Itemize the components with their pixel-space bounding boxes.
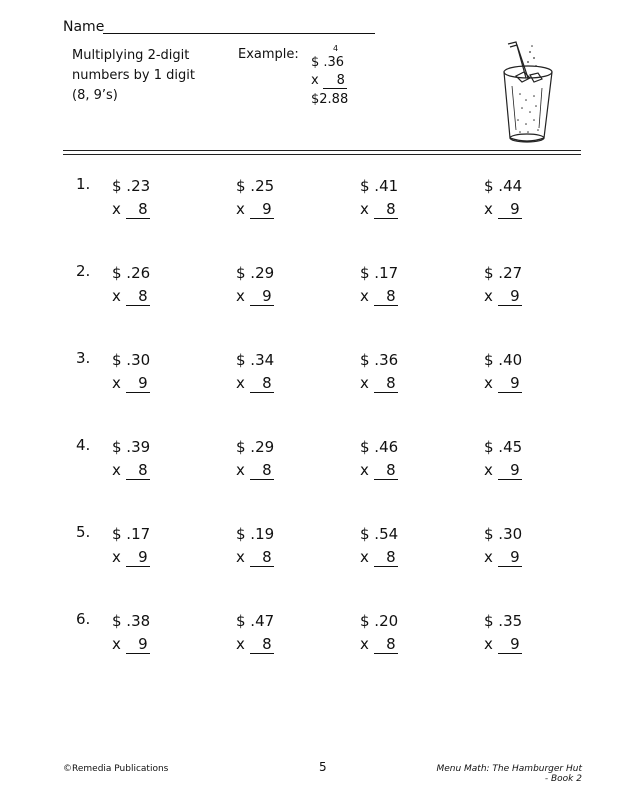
multiply-line — [236, 633, 274, 656]
multiplication-problem — [112, 523, 150, 569]
money-amount: $ .46 — [360, 438, 399, 456]
money-amount: $ .29 — [236, 264, 275, 282]
money-amount: $ .54 — [360, 525, 399, 543]
multiply-line — [112, 198, 150, 221]
multiplier: 9 — [250, 287, 274, 306]
money-amount: $ .17 — [360, 264, 399, 282]
multiplication-problem — [112, 349, 150, 395]
money-amount: $ .35 — [484, 612, 523, 630]
problem-row — [0, 262, 618, 322]
money-amount: $ .47 — [236, 612, 275, 630]
times-sign: x — [360, 374, 369, 392]
times-sign: x — [236, 635, 245, 653]
money-amount: $ .26 — [112, 264, 151, 282]
divider-line — [63, 154, 581, 155]
multiplication-problem — [484, 175, 522, 221]
example-multiplier: 8 — [323, 73, 347, 89]
multiplication-problem — [360, 175, 398, 221]
multiply-line — [236, 459, 274, 482]
multiply-line — [360, 459, 398, 482]
times-sign: x — [360, 287, 369, 305]
multiplier: 8 — [126, 287, 150, 306]
multiply-line — [112, 633, 150, 656]
multiplier: 8 — [250, 635, 274, 654]
money-amount: $ .27 — [484, 264, 523, 282]
multiplication-problem — [484, 349, 522, 395]
multiply-line — [112, 285, 150, 308]
multiplier: 9 — [498, 287, 522, 306]
problem-row — [0, 349, 618, 409]
problem-row — [0, 436, 618, 496]
times-sign: x — [360, 635, 369, 653]
multiplier: 9 — [126, 548, 150, 567]
multiplier: 9 — [498, 200, 522, 219]
book-title: Menu Math: The Hamburger Hut - Book 2 — [436, 764, 582, 784]
times-sign: x — [236, 461, 245, 479]
times-sign: x — [484, 374, 493, 392]
problem-number: 2. — [76, 262, 91, 280]
multiplier: 8 — [250, 548, 274, 567]
problem-row — [0, 523, 618, 583]
problem-number: 4. — [76, 436, 91, 454]
multiplier: 8 — [374, 287, 398, 306]
multiplier: 8 — [374, 461, 398, 480]
multiplier: 8 — [374, 635, 398, 654]
times-sign: x — [484, 200, 493, 218]
example-multiply-line — [311, 73, 347, 89]
multiplication-problem — [112, 262, 150, 308]
multiplier: 8 — [374, 374, 398, 393]
multiplication-problem — [360, 610, 398, 656]
multiplication-problem — [484, 523, 522, 569]
money-amount: $ .30 — [484, 525, 523, 543]
multiplication-problem — [360, 436, 398, 482]
example-carry: 4 — [333, 44, 339, 53]
multiplier: 9 — [498, 548, 522, 567]
money-amount: $ .20 — [360, 612, 399, 630]
problem-row — [0, 610, 618, 670]
topic-line: (8, 9’s) — [72, 88, 118, 103]
multiply-line — [360, 198, 398, 221]
money-amount: $ .23 — [112, 177, 151, 195]
multiplication-problem — [236, 610, 274, 656]
money-amount: $ .38 — [112, 612, 151, 630]
multiplication-problem — [484, 436, 522, 482]
times-sign: x — [360, 200, 369, 218]
multiply-line — [360, 546, 398, 569]
multiply-line — [360, 285, 398, 308]
times-sign: x — [360, 461, 369, 479]
money-amount: $ .17 — [112, 525, 151, 543]
multiplication-problem — [360, 349, 398, 395]
money-amount: $ .36 — [360, 351, 399, 369]
multiplier: 8 — [374, 548, 398, 567]
problem-row — [0, 175, 618, 235]
topic-line: numbers by 1 digit — [72, 68, 195, 83]
multiplier: 9 — [126, 635, 150, 654]
multiplier: 8 — [250, 461, 274, 480]
multiply-line — [484, 633, 522, 656]
multiply-line — [236, 546, 274, 569]
times-sign: x — [112, 548, 121, 566]
times-sign: x — [112, 374, 121, 392]
money-amount: $ .19 — [236, 525, 275, 543]
money-amount: $ .44 — [484, 177, 523, 195]
multiplier: 9 — [498, 374, 522, 393]
times-sign: x — [112, 200, 121, 218]
multiply-line — [360, 633, 398, 656]
money-amount: $ .41 — [360, 177, 399, 195]
problem-number: 1. — [76, 175, 91, 193]
times-sign: x — [484, 287, 493, 305]
times-sign: x — [112, 287, 121, 305]
multiply-line — [484, 372, 522, 395]
times-sign: x — [484, 635, 493, 653]
multiplication-problem — [484, 610, 522, 656]
divider-line — [63, 150, 581, 151]
name-line[interactable] — [103, 33, 375, 34]
multiply-line — [360, 372, 398, 395]
times-sign: x — [236, 287, 245, 305]
money-amount: $ .25 — [236, 177, 275, 195]
multiplication-problem — [236, 523, 274, 569]
multiply-line — [484, 459, 522, 482]
multiply-line — [484, 285, 522, 308]
problem-number: 5. — [76, 523, 91, 541]
multiplier: 9 — [498, 461, 522, 480]
multiplication-problem — [236, 349, 274, 395]
money-amount: $ .34 — [236, 351, 275, 369]
multiply-line — [236, 285, 274, 308]
multiplier: 8 — [374, 200, 398, 219]
times-sign: x — [484, 548, 493, 566]
multiplication-problem — [360, 262, 398, 308]
multiply-line — [112, 459, 150, 482]
money-amount: $ .45 — [484, 438, 523, 456]
multiplication-problem — [236, 175, 274, 221]
times-sign: x — [360, 548, 369, 566]
problem-number: 6. — [76, 610, 91, 628]
copyright: ©Remedia Publications — [63, 764, 169, 774]
multiplier: 9 — [126, 374, 150, 393]
example-label: Example: — [238, 47, 299, 62]
multiplier: 9 — [498, 635, 522, 654]
multiplication-problem — [112, 175, 150, 221]
multiplication-problem — [360, 523, 398, 569]
money-amount: $ .40 — [484, 351, 523, 369]
topic-text — [72, 46, 195, 106]
page-number: 5 — [319, 760, 327, 774]
multiplication-problem — [112, 436, 150, 482]
example-money: $ .36 — [311, 55, 345, 70]
multiply-line — [112, 372, 150, 395]
times-sign: x — [236, 200, 245, 218]
multiplication-problem — [236, 262, 274, 308]
multiplier: 8 — [250, 374, 274, 393]
times-sign: x — [236, 374, 245, 392]
multiplier: 8 — [126, 461, 150, 480]
topic-line: Multiplying 2-digit — [72, 48, 190, 63]
name-label: Name — [63, 19, 105, 35]
money-amount: $ .30 — [112, 351, 151, 369]
times-sign: x — [112, 635, 121, 653]
multiply-line — [484, 198, 522, 221]
example-answer: $2.88 — [311, 92, 349, 107]
multiply-line — [236, 372, 274, 395]
times-sign: x — [112, 461, 121, 479]
times-sign: x — [236, 548, 245, 566]
money-amount: $ .39 — [112, 438, 151, 456]
multiplication-problem — [112, 610, 150, 656]
multiplication-problem — [236, 436, 274, 482]
multiplier: 8 — [126, 200, 150, 219]
multiplication-problem — [484, 262, 522, 308]
money-amount: $ .29 — [236, 438, 275, 456]
problem-number: 3. — [76, 349, 91, 367]
multiply-line — [236, 198, 274, 221]
soda-glass-icon — [490, 38, 562, 150]
multiply-line — [112, 546, 150, 569]
multiplier: 9 — [250, 200, 274, 219]
times-sign: x — [484, 461, 493, 479]
times-sign: x — [311, 73, 319, 88]
multiply-line — [484, 546, 522, 569]
